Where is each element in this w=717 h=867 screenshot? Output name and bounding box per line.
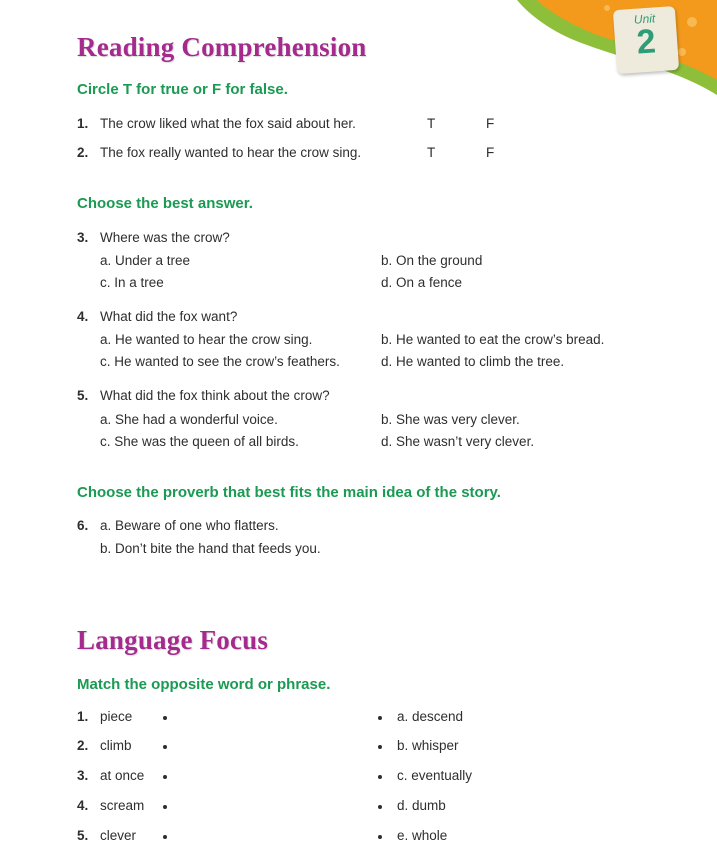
corner-decoration xyxy=(477,0,717,110)
match-number: 1. xyxy=(77,709,89,724)
answer-option-c[interactable]: c. She was the queen of all birds. xyxy=(100,434,299,449)
tf-statement: The fox really wanted to hear the crow sing. xyxy=(100,145,362,160)
match-answer: b. whisper xyxy=(397,738,459,753)
answer-option-d[interactable]: d. On a fence xyxy=(381,275,463,290)
question-text: What did the fox think about the crow? xyxy=(100,388,330,403)
proverb-instruction: Choose the proverb that best fits the main idea of the story. xyxy=(77,484,501,501)
tf-instruction: Circle T for true or F for false. xyxy=(77,81,288,98)
match-dot-left[interactable] xyxy=(163,716,167,720)
true-option[interactable]: T xyxy=(427,145,436,160)
question-text: What did the fox want? xyxy=(100,309,238,324)
match-number: 3. xyxy=(77,768,89,783)
question-number: 6. xyxy=(77,518,89,533)
tf-statement: The crow liked what the fox said about her. xyxy=(100,116,356,131)
match-word: clever xyxy=(100,828,137,843)
match-dot-right[interactable] xyxy=(378,805,382,809)
match-dot-left[interactable] xyxy=(163,805,167,809)
match-instruction: Match the opposite word or phrase. xyxy=(77,676,331,693)
unit-label: Unit xyxy=(633,11,656,27)
match-word: piece xyxy=(100,709,133,724)
question-number: 5. xyxy=(77,388,89,403)
unit-number: 2 xyxy=(635,22,657,62)
tf-number: 2. xyxy=(77,145,89,160)
language-title: Language Focus xyxy=(77,625,269,655)
proverb-option-a[interactable]: a. Beware of one who flatters. xyxy=(100,518,279,533)
question-text: Where was the crow? xyxy=(100,230,230,245)
answer-option-b[interactable]: b. He wanted to eat the crow’s bread. xyxy=(381,332,605,347)
mc-instruction: Choose the best answer. xyxy=(77,195,253,212)
answer-option-a[interactable]: a. She had a wonderful voice. xyxy=(100,412,278,427)
match-word: climb xyxy=(100,738,132,753)
answer-option-a[interactable]: a. Under a tree xyxy=(100,253,191,268)
reading-title: Reading Comprehension xyxy=(77,32,367,62)
question-number: 3. xyxy=(77,230,89,245)
match-word: scream xyxy=(100,798,145,813)
match-number: 2. xyxy=(77,738,89,753)
match-dot-right[interactable] xyxy=(378,716,382,720)
match-answer: e. whole xyxy=(397,828,448,843)
answer-option-b[interactable]: b. She was very clever. xyxy=(381,412,520,427)
false-option[interactable]: F xyxy=(486,116,495,131)
question-number: 4. xyxy=(77,309,89,324)
match-dot-left[interactable] xyxy=(163,745,167,749)
answer-option-c[interactable]: c. He wanted to see the crow’s feathers. xyxy=(100,354,340,369)
match-answer: a. descend xyxy=(397,709,464,724)
false-option[interactable]: F xyxy=(486,145,495,160)
match-dot-left[interactable] xyxy=(163,775,167,779)
match-number: 5. xyxy=(77,828,89,843)
true-option[interactable]: T xyxy=(427,116,436,131)
answer-option-a[interactable]: a. He wanted to hear the crow sing. xyxy=(100,332,313,347)
answer-option-d[interactable]: d. He wanted to climb the tree. xyxy=(381,354,565,369)
match-dot-right[interactable] xyxy=(378,745,382,749)
match-dot-right[interactable] xyxy=(378,835,382,839)
proverb-option-b[interactable]: b. Don’t bite the hand that feeds you. xyxy=(100,541,321,556)
tf-number: 1. xyxy=(77,116,89,131)
match-answer: c. eventually xyxy=(397,768,473,783)
answer-option-b[interactable]: b. On the ground xyxy=(381,253,483,268)
answer-option-c[interactable]: c. In a tree xyxy=(100,275,164,290)
match-dot-right[interactable] xyxy=(378,775,382,779)
unit-badge xyxy=(613,6,679,74)
match-word: at once xyxy=(100,768,145,783)
match-number: 4. xyxy=(77,798,89,813)
answer-option-d[interactable]: d. She wasn’t very clever. xyxy=(381,434,535,449)
match-answer: d. dumb xyxy=(397,798,446,813)
match-dot-left[interactable] xyxy=(163,835,167,839)
